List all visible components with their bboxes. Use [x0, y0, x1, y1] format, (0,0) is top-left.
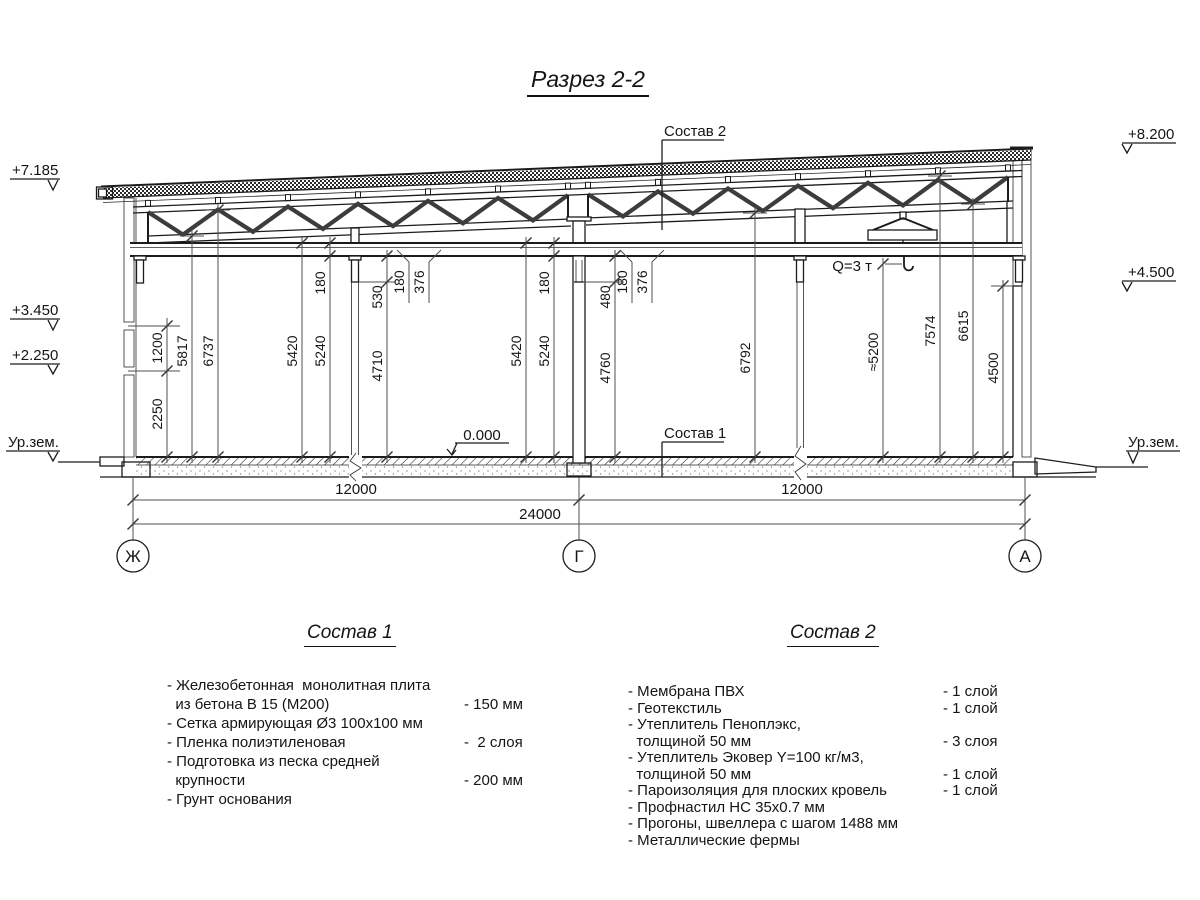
- elevation-text: +8.200: [1128, 126, 1175, 143]
- dim-label-6615: 6615: [955, 310, 971, 342]
- axis-letter: А: [1019, 547, 1031, 566]
- material-value: - 1 слой: [943, 683, 998, 700]
- list-item: [167, 790, 547, 809]
- dim-label-2250: 2250: [149, 398, 165, 430]
- crane-capacity-label: [832, 258, 902, 275]
- dim-label-24000: 24000: [519, 506, 561, 523]
- material-text: толщиной 50 мм: [628, 732, 752, 750]
- elevation-mark-ground-left: [6, 434, 60, 461]
- dim-label-6792: 6792: [737, 342, 753, 374]
- dim-label-1200: 1200: [149, 332, 165, 364]
- bottom-dimensions: [128, 477, 1031, 540]
- column-middle: [573, 256, 585, 463]
- dim-label-4760: 4760: [597, 352, 613, 384]
- elevation-text: +3.450: [12, 302, 59, 319]
- dim-label-12000-right: 12000: [781, 481, 823, 498]
- dim-label-mid-5240: 5240: [536, 335, 552, 367]
- dim-label-left-180: 180: [312, 271, 328, 295]
- dim-label-mid-diag-376: 376: [634, 270, 650, 294]
- elevation-text: +4.500: [1128, 264, 1175, 281]
- elevation-text: +7.185: [12, 162, 59, 179]
- floor-slab: [100, 457, 1096, 477]
- material-text: - Металлические фермы: [628, 831, 800, 849]
- list-item: [628, 734, 1018, 751]
- page-title: Разрез 2-2: [527, 66, 649, 97]
- axis-bubble-a: [1009, 540, 1041, 572]
- dim-label-4710: 4710: [369, 350, 385, 382]
- list-item: [167, 771, 547, 790]
- composition2-title: Состав 2: [787, 622, 879, 647]
- dim-label-5200: ≈5200: [865, 332, 881, 372]
- list-item: [167, 752, 547, 771]
- composition2-list: [628, 684, 1018, 849]
- list-item: [628, 800, 1018, 817]
- hook-icon: [904, 256, 913, 270]
- right-wall: [1010, 148, 1033, 458]
- list-item: [167, 733, 547, 752]
- composition1-title: Состав 1: [304, 622, 396, 647]
- material-text: - Сетка армирующая Ø3 100х100 мм: [167, 715, 423, 732]
- dim-label-left-5420: 5420: [284, 335, 300, 367]
- zero-level-mark: [447, 427, 509, 455]
- elevation-text: +2.250: [12, 347, 59, 364]
- material-value: - 2 слоя: [464, 734, 523, 751]
- zero-level-text: 0.000: [463, 427, 501, 444]
- list-item: [628, 816, 1018, 833]
- list-item: [628, 767, 1018, 784]
- composition2-callout-text: Состав 2: [664, 123, 727, 140]
- material-value: - 150 мм: [464, 696, 523, 713]
- dim-label-12000-left: 12000: [335, 481, 377, 498]
- elevation-text: Ур.зем.: [8, 434, 59, 451]
- list-item: [628, 833, 1018, 850]
- dim-label-4500: 4500: [985, 352, 1001, 384]
- material-text: толщиной 50 мм: [628, 765, 752, 783]
- runway-beam: [130, 243, 1022, 256]
- dim-label-left-diag-376: 376: [411, 270, 427, 294]
- elevation-mark-7185: [10, 162, 60, 190]
- material-text: - Пленка полиэтиленовая: [167, 734, 346, 751]
- elevation-mark-3450: [10, 302, 60, 330]
- crane-capacity-text: Q=3 т: [832, 258, 872, 275]
- material-value: - 1 слой: [943, 699, 998, 717]
- list-item: [628, 717, 1018, 734]
- elevation-mark-ground-right: [1126, 434, 1180, 463]
- material-text: - Грунт основания: [167, 791, 292, 808]
- material-text: - Прогоны, швеллера с шагом 1488 мм: [628, 815, 899, 832]
- dim-label-left-diag-180: 180: [391, 270, 407, 294]
- dim-label-530: 530: [369, 285, 385, 309]
- material-text: - Геотекстиль: [628, 699, 722, 717]
- material-value: - 1 слой: [943, 782, 998, 799]
- dim-label-mid-diag-180: 180: [614, 270, 630, 294]
- material-value: - 3 слоя: [943, 732, 998, 750]
- elevation-text: Ур.зем.: [1128, 434, 1179, 451]
- material-text: крупности: [167, 772, 246, 789]
- elevation-mark-8200: [1122, 126, 1176, 153]
- list-item: [167, 714, 547, 733]
- column-middle-top: [567, 217, 591, 243]
- list-item: [628, 701, 1018, 718]
- dim-label-5817: 5817: [174, 335, 190, 367]
- dim-label-7574: 7574: [922, 315, 938, 347]
- axis-bubble-zh: [117, 540, 149, 572]
- material-value: - 1 слой: [943, 765, 998, 783]
- list-item: [628, 783, 1018, 800]
- dim-label-left-5240: 5240: [312, 335, 328, 367]
- material-text: - Утеплитель Пеноплэкс,: [628, 716, 801, 733]
- elevation-mark-4500: [1122, 264, 1176, 291]
- elevation-mark-2250: [10, 347, 60, 374]
- material-text: - Утеплитель Эковер Y=100 кг/м3,: [628, 749, 864, 766]
- axis-letter: Г: [574, 547, 584, 566]
- material-text: - Профнастил НС 35х0.7 мм: [628, 798, 825, 816]
- list-item: [167, 695, 547, 714]
- list-item: [628, 750, 1018, 767]
- material-text: - Подготовка из песка средней: [167, 753, 380, 770]
- material-value: - 200 мм: [464, 772, 523, 789]
- dim-label-mid-5420: 5420: [508, 335, 524, 367]
- dim-label-480: 480: [597, 285, 613, 309]
- fachwerk-post-top: [795, 209, 805, 243]
- material-text: из бетона В 15 (М200): [167, 696, 330, 713]
- list-item: [167, 676, 547, 695]
- right-footing-and-ramp: [1013, 458, 1096, 477]
- left-wall: [124, 198, 136, 457]
- material-text: - Железобетонная монолитная плита: [167, 677, 431, 694]
- hanger-stub-left-bay: [351, 228, 359, 243]
- axis-bubble-g: [563, 540, 595, 572]
- composition1-callout-text: Состав 1: [664, 425, 727, 442]
- composition1-list: [167, 676, 547, 809]
- dim-label-6737: 6737: [200, 335, 216, 367]
- vertical-dimensions: [128, 170, 1013, 463]
- material-text: - Пароизоляция для плоских кровель: [628, 782, 887, 799]
- axis-letter: Ж: [125, 547, 141, 566]
- dim-label-mid-180: 180: [536, 271, 552, 295]
- hoist-trolley: [868, 212, 937, 243]
- list-item: [628, 684, 1018, 701]
- material-text: - Мембрана ПВХ: [628, 683, 745, 700]
